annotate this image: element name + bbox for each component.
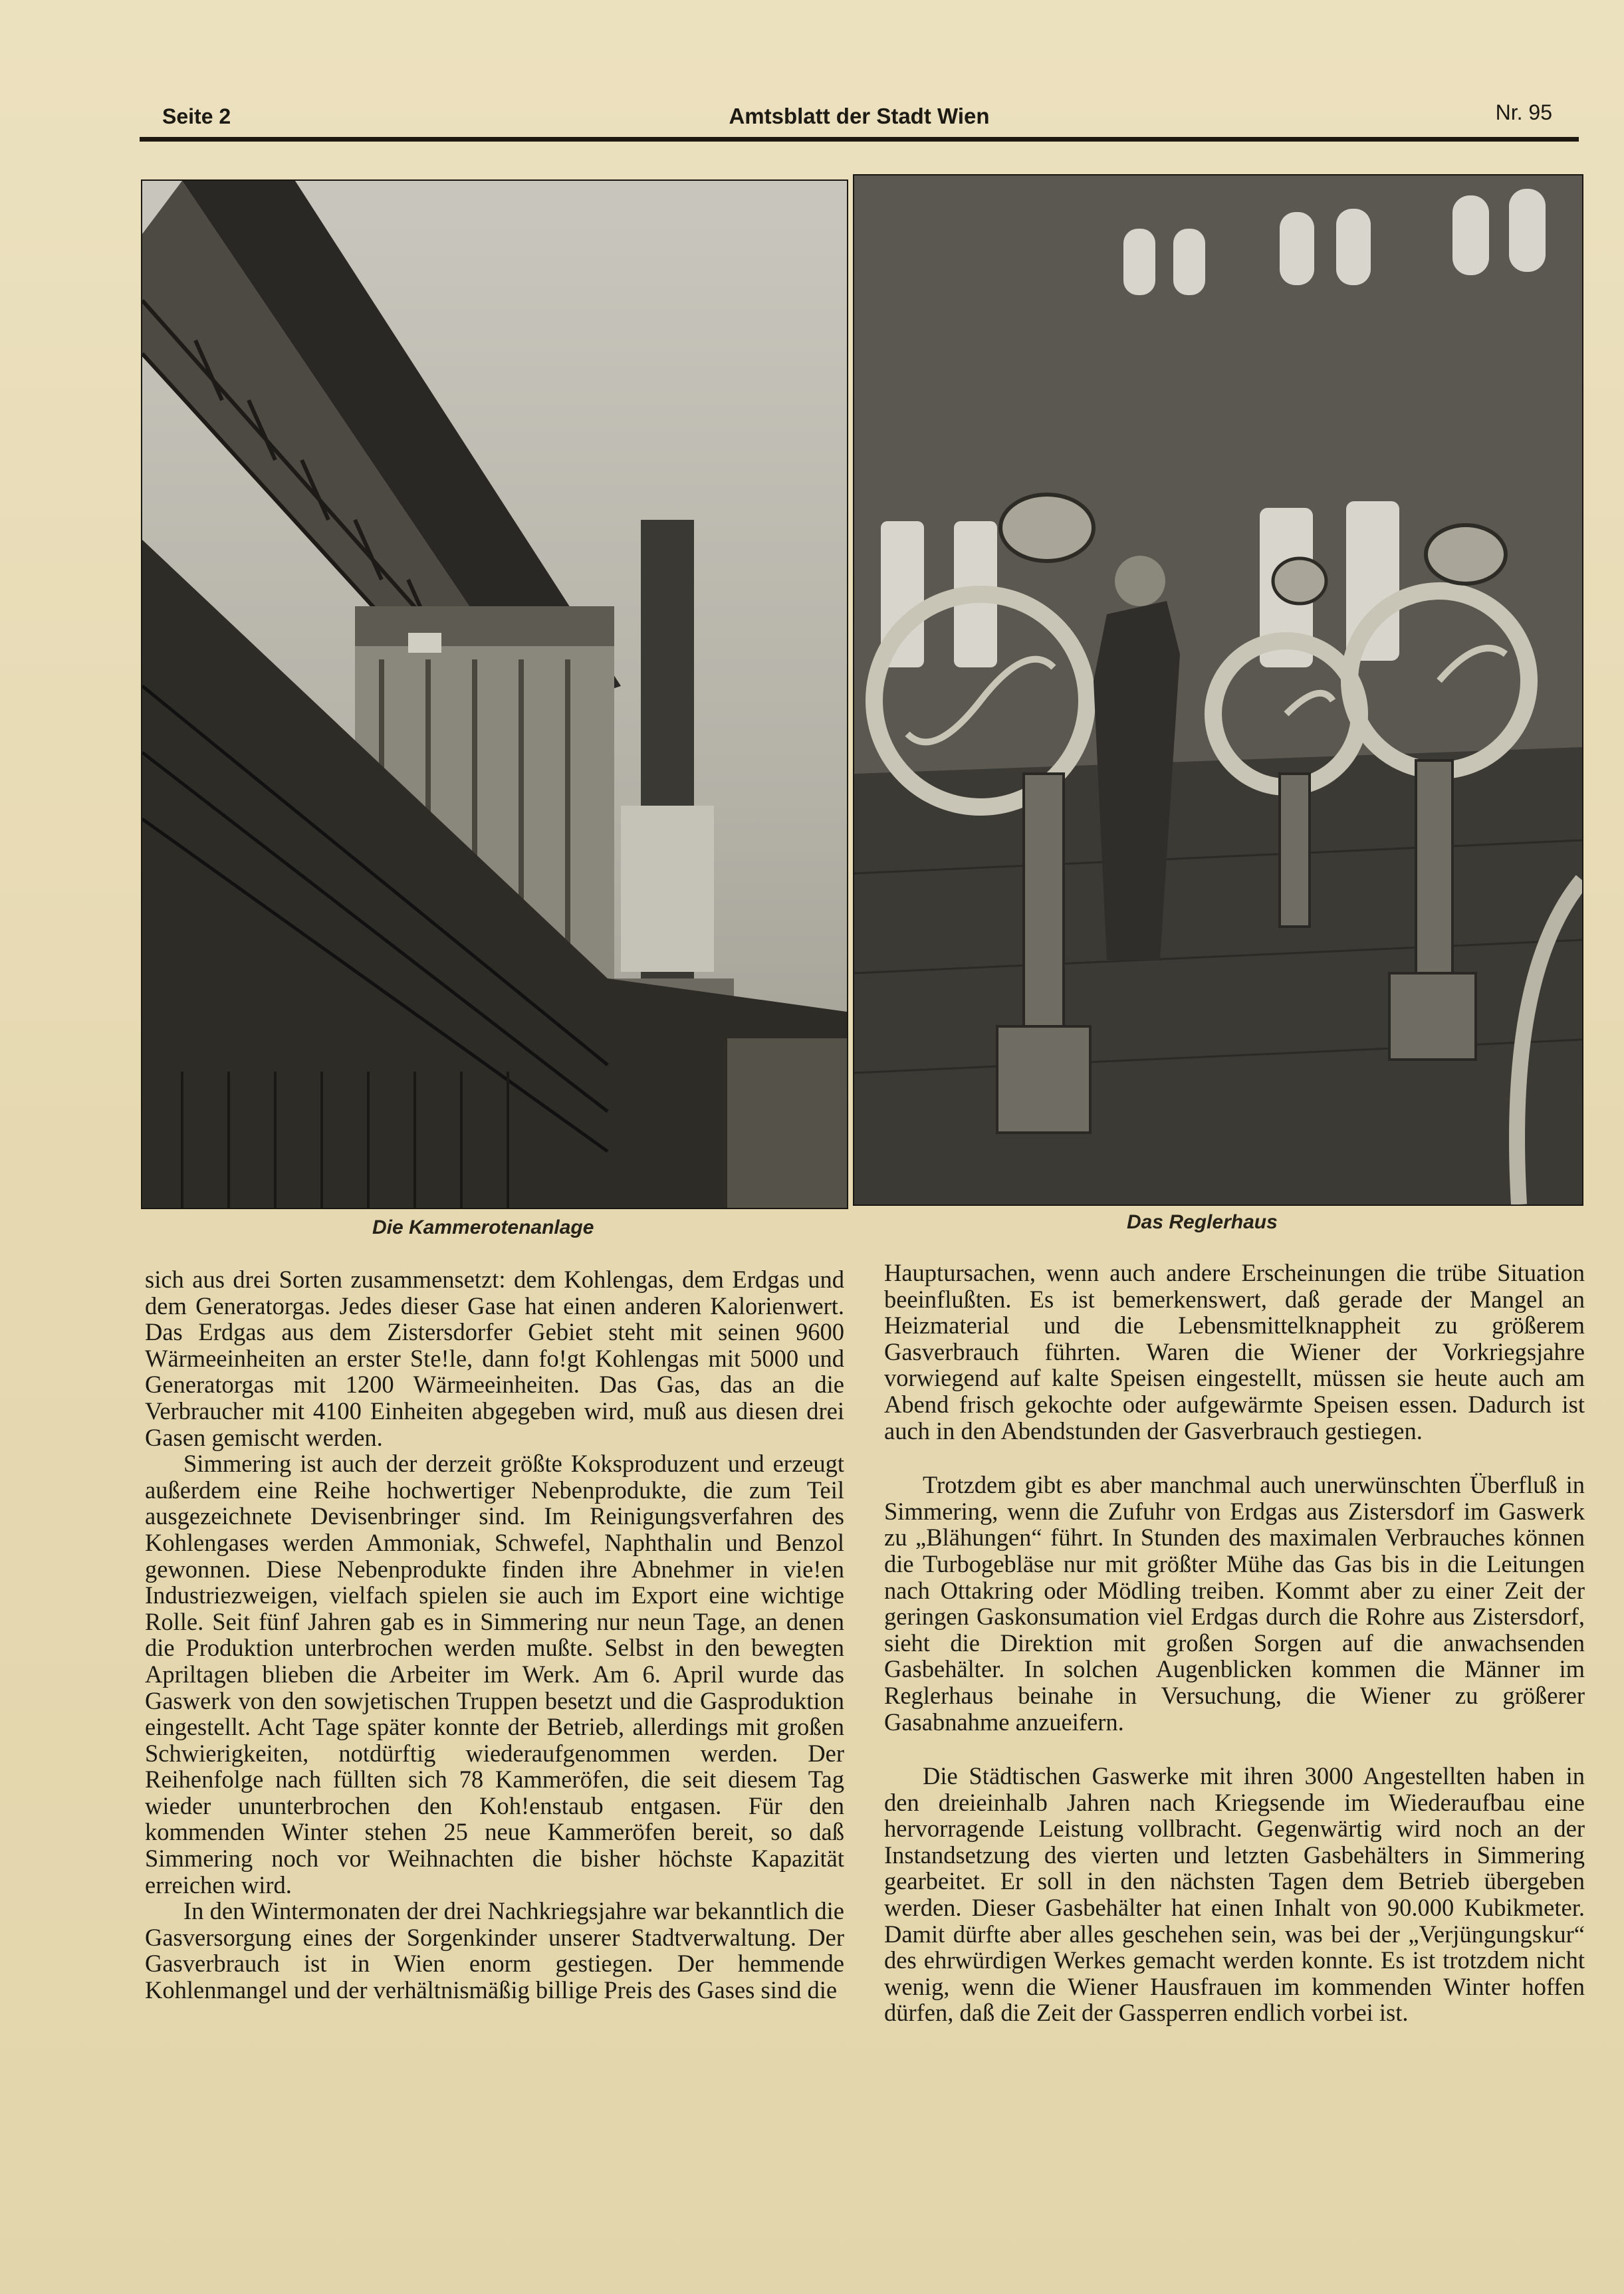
paragraph: Hauptursachen, wenn auch andere Erscheinungen die trübe Situation beeinflußten. Es ist bemerkenswert, daß gerade der Mangel an Heizmaterial und die Lebensmittelknappheit zu größerem Gasverbrauch führten. Waren die Wiener der Vorkriegsjahre vorwiegend auf kalte Speisen eingestellt, müssen sie heute auch am Abend frisch gekochte oder aufgewärmte Speisen essen. Dadurch ist auch in den Abendstunden der Gasverbrauch gestiegen.	[884, 1259, 1585, 1444]
publication-title: Amtsblatt der Stadt Wien	[729, 104, 990, 128]
article-column-right	[884, 1260, 1585, 2026]
paragraph: Simmering ist auch der derzeit größte Koksproduzent und erzeugt außerdem eine Reihe hochwertiger Nebenprodukte, die zum Teil ausgezeichnete Devisenbringer sind. Im Reinigungsverfahren des Kohlengases werden Ammoniak, Schwefel, Naphthalin und Benzol gewonnen. Diese Nebenprodukte finden ihre Abnehmer in vie!en Industriezweigen, vielfach spielen sie auch im Export eine wichtige Rolle. Seit fünf Jahren gab es in Simmering nur neun Tage, an denen die Produktion unterbrochen werden mußte. Selbst in den bewegten Apriltagen blieben die Arbeiter im Werk. Am 6. April wurde das Gaswerk von den sowjetischen Truppen besetzt und die Gasproduktion eingestellt. Acht Tage später konnte der Betrieb, allerdings mit großen Schwierigkeiten, notdürftig wiederaufgenommen werden. Der Reihenfolge nach füllten sich 78 Kammeröfen, die seit diesem Tag wieder ununterbrochen den Koh!enstaub entgasen. Für den kommenden Winter stehen 25 neue Kammeröfen bereit, so daß Simmering noch vor Weihnachten die bisher höchste Kapazität erreichen wird.	[145, 1450, 844, 1898]
paragraph: In den Wintermonaten der drei Nachkriegsjahre war bekanntlich die Gasversorgung eines der Sorgenkinder unserer Stadtverwaltung. Der Gasverbrauch ist in Wien enorm gestiegen. Der hemmende Kohlenmangel und der verhältnismäßig billige Preis des Gases sind die	[145, 1897, 844, 2004]
photo-coke-oven-plant	[141, 179, 848, 1209]
paragraph: Die Städtischen Gaswerke mit ihren 3000 Angestellten haben in den dreieinhalb Jahren nach Kriegsende im Wiederaufbau eine hervorragende Leistung vollbracht. Gegenwärtig wird noch an der Instandsetzung des vierten und letzten Gasbehälters in Simmering gearbeitet. Er soll in den nächsten Tagen dem Betrieb übergeben werden. Dieser Gasbehälter hat einen Inhalt von 90.000 Kubikmeter. Damit dürfte aber alles geschehen sein, was bei der „Verjüngungskur“ des ehrwürdigen Werkes gemacht werden konnte. Es ist trotzdem nicht wenig, wenn die Wiener Hausfrauen im kommenden Winter hoffen dürfen, daß die Zeit der Gassperren endlich vorbei ist.	[884, 1762, 1585, 2027]
article-column-left	[145, 1266, 844, 2004]
paragraph: Trotzdem gibt es aber manchmal auch unerwünschten Überfluß in Simmering, wenn die Zufuhr von Erdgas aus Zistersdorf im Gaswerk zu „Blähungen“ führt. In Stunden des maximalen Verbrauches können die Turbogebläse nur mit größter Mühe das Gas bis in die Leitungen nach Ottakring oder Mödling treiben. Kommt aber zu einer Zeit der geringen Gaskonsumation viel Erdgas durch die Rohre aus Zistersdorf, sieht die Direktion mit großen Sorgen auf die anwachsenden Gasbehälter. In solchen Augenblicken kommen die Männer im Reglerhaus beinahe in Versuchung, die Wiener zu größerer Gasabnahme anzueifern.	[884, 1471, 1585, 1736]
page-header	[140, 93, 1579, 137]
paragraph: sich aus drei Sorten zusammensetzt: dem Kohlengas, dem Erdgas und dem Generatorgas. Jedes dieser Gase hat einen anderen Kalorienwert. Das Erdgas aus dem Zistersdorfer Gebiet steht mit seinen 9600 Wärmeeinheiten an erster Ste!le, dann fo!gt Kohlengas mit 5000 und Generatorgas mit 1200 Wärmeeinheiten. Das Gas, das an die Verbraucher mit 4100 Einheiten abgegeben wird, muß aus diesen drei Gasen gemischt werden.	[145, 1266, 844, 1451]
page-number: Seite 2	[162, 104, 231, 128]
caption-left-photo: Die Kammerotenanlage	[372, 1216, 594, 1238]
caption-right-photo: Das Reglerhaus	[1127, 1211, 1278, 1233]
header-rule	[140, 137, 1579, 142]
issue-number: Nr. 95	[1495, 100, 1552, 124]
photo-regulator-house	[853, 174, 1583, 1206]
